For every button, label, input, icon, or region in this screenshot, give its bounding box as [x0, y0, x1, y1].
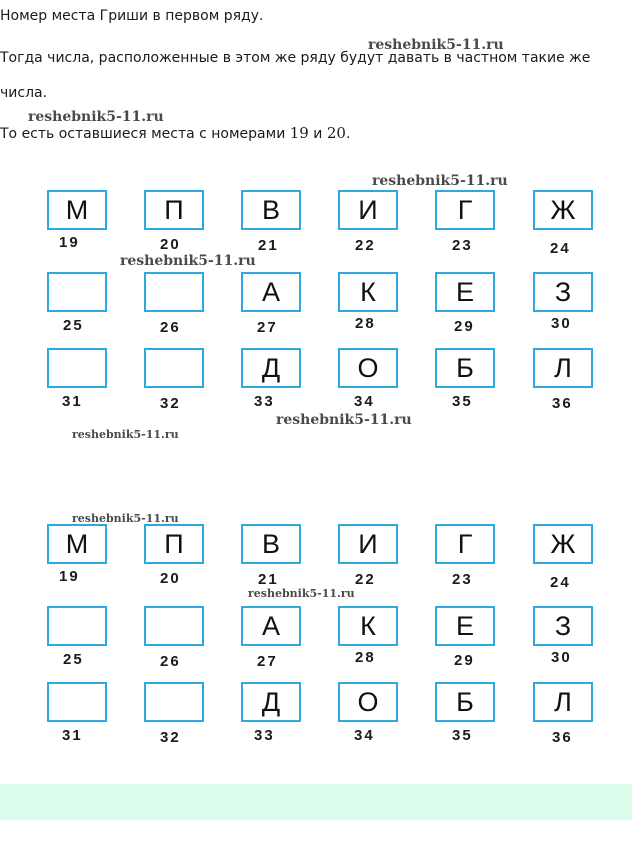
seat-letter-box: М: [47, 524, 107, 564]
seat-number-label: 27: [257, 319, 278, 336]
seat-number-label: 22: [355, 571, 376, 588]
seat-number-label: 31: [62, 727, 83, 744]
seat-number-20: 20: [326, 124, 346, 142]
seat-letter-box: [47, 682, 107, 722]
seat-letter-box: В: [241, 524, 301, 564]
seat-cell: [533, 190, 593, 230]
seat-cell: [241, 606, 301, 646]
seat-number-label: 32: [160, 729, 181, 746]
seat-letter-box: М: [47, 190, 107, 230]
seat-letter-box: О: [338, 682, 398, 722]
seat-number-label: 32: [160, 395, 181, 412]
footer-band: [0, 784, 632, 820]
seat-cell: [144, 348, 204, 388]
seat-letter-box: Ж: [533, 524, 593, 564]
seat-letter-box: П: [144, 190, 204, 230]
seat-number-label: 30: [551, 649, 572, 666]
seat-cell: [533, 682, 593, 722]
seat-number-label: 35: [452, 727, 473, 744]
seat-number-label: 34: [354, 393, 375, 410]
seat-cell: [144, 682, 204, 722]
solution-line-4-and: и: [308, 126, 327, 142]
seat-number-19: 19: [289, 124, 309, 142]
seat-cell: [241, 524, 301, 564]
seat-number-label: 20: [160, 570, 181, 587]
watermark: reshebnik5-11.ru: [120, 253, 256, 269]
seat-letter-box: И: [338, 190, 398, 230]
seat-number-label: 26: [160, 653, 181, 670]
seat-cell: [435, 190, 495, 230]
seat-cell: [47, 682, 107, 722]
seat-cell: [338, 190, 398, 230]
seat-letter-box: [144, 606, 204, 646]
seat-number-label: 21: [258, 571, 279, 588]
seat-cell: [47, 348, 107, 388]
seat-cell: [144, 606, 204, 646]
seat-number-label: 29: [454, 652, 475, 669]
seat-letter-box: В: [241, 190, 301, 230]
seat-letter-box: Г: [435, 190, 495, 230]
seat-cell: [338, 682, 398, 722]
seat-grid-1: [0, 190, 632, 440]
seat-cell: [435, 348, 495, 388]
seat-letter-box: А: [241, 606, 301, 646]
seat-letter-box: О: [338, 348, 398, 388]
seat-number-label: 20: [160, 236, 181, 253]
watermark: reshebnik5-11.ru: [368, 37, 504, 53]
seat-cell: [47, 524, 107, 564]
seat-letter-box: [144, 348, 204, 388]
watermark: reshebnik5-11.ru: [72, 512, 179, 525]
seat-cell: [435, 606, 495, 646]
seat-letter-box: [144, 682, 204, 722]
seat-letter-box: А: [241, 272, 301, 312]
seat-number-label: 25: [63, 651, 84, 668]
seat-number-label: 28: [355, 315, 376, 332]
seat-number-label: 24: [550, 574, 571, 591]
seat-cell: [47, 190, 107, 230]
seat-letter-box: К: [338, 272, 398, 312]
seat-cell: [241, 682, 301, 722]
solution-line-4-text: То есть оставшиеся места с номерами: [0, 126, 290, 142]
seat-letter-box: Е: [435, 606, 495, 646]
seat-letter-box: Г: [435, 524, 495, 564]
seat-number-label: 23: [452, 571, 473, 588]
seat-cell: [241, 272, 301, 312]
seat-letter-box: З: [533, 606, 593, 646]
seat-number-label: 31: [62, 393, 83, 410]
seat-number-label: 33: [254, 727, 275, 744]
seat-number-label: 19: [59, 568, 80, 585]
seat-cell: [338, 348, 398, 388]
seat-cell: [533, 272, 593, 312]
seat-number-label: 22: [355, 237, 376, 254]
seat-cell: [533, 524, 593, 564]
seat-cell: [435, 682, 495, 722]
seat-letter-box: П: [144, 524, 204, 564]
seat-cell: [144, 190, 204, 230]
watermark: reshebnik5-11.ru: [372, 173, 508, 189]
seat-number-label: 29: [454, 318, 475, 335]
seat-letter-box: Б: [435, 682, 495, 722]
seat-letter-box: Б: [435, 348, 495, 388]
seat-number-label: 24: [550, 240, 571, 257]
seat-cell: [435, 272, 495, 312]
seat-cell: [533, 348, 593, 388]
seat-cell: [241, 348, 301, 388]
seat-cell: [338, 606, 398, 646]
watermark: reshebnik5-11.ru: [276, 412, 412, 428]
solution-line-4: [0, 124, 350, 143]
seat-letter-box: И: [338, 524, 398, 564]
seat-letter-box: [47, 606, 107, 646]
seat-cell: [338, 272, 398, 312]
seat-letter-box: Е: [435, 272, 495, 312]
watermark: reshebnik5-11.ru: [28, 109, 164, 125]
solution-line-3: числа.: [0, 85, 48, 101]
seat-letter-box: З: [533, 272, 593, 312]
seat-cell: [533, 606, 593, 646]
seat-letter-box: Д: [241, 682, 301, 722]
seat-grid-2: [0, 524, 632, 774]
solution-line-2: Тогда числа, расположенные в этом же ряду будут давать в частном такие же: [0, 50, 591, 66]
watermark: reshebnik5-11.ru: [72, 428, 179, 441]
seat-number-label: 19: [59, 234, 80, 251]
seat-cell: [47, 606, 107, 646]
seat-number-label: 36: [552, 729, 573, 746]
seat-number-label: 34: [354, 727, 375, 744]
seat-letter-box: Ж: [533, 190, 593, 230]
seat-cell: [241, 190, 301, 230]
seat-number-label: 23: [452, 237, 473, 254]
seat-letter-box: Л: [533, 348, 593, 388]
seat-letter-box: [144, 272, 204, 312]
seat-number-label: 33: [254, 393, 275, 410]
seat-number-label: 30: [551, 315, 572, 332]
seat-cell: [144, 524, 204, 564]
seat-number-label: 25: [63, 317, 84, 334]
seat-number-label: 36: [552, 395, 573, 412]
seat-cell: [338, 524, 398, 564]
solution-line-1: Номер места Гриши в первом ряду.: [0, 8, 264, 24]
seat-letter-box: Д: [241, 348, 301, 388]
watermark: reshebnik5-11.ru: [248, 587, 355, 600]
seat-number-label: 27: [257, 653, 278, 670]
seat-letter-box: [47, 272, 107, 312]
seat-number-label: 28: [355, 649, 376, 666]
seat-cell: [435, 524, 495, 564]
seat-cell: [144, 272, 204, 312]
seat-letter-box: К: [338, 606, 398, 646]
seat-number-label: 26: [160, 319, 181, 336]
seat-cell: [47, 272, 107, 312]
solution-line-4-period: .: [345, 126, 351, 142]
seat-number-label: 35: [452, 393, 473, 410]
seat-number-label: 21: [258, 237, 279, 254]
seat-letter-box: [47, 348, 107, 388]
seat-letter-box: Л: [533, 682, 593, 722]
